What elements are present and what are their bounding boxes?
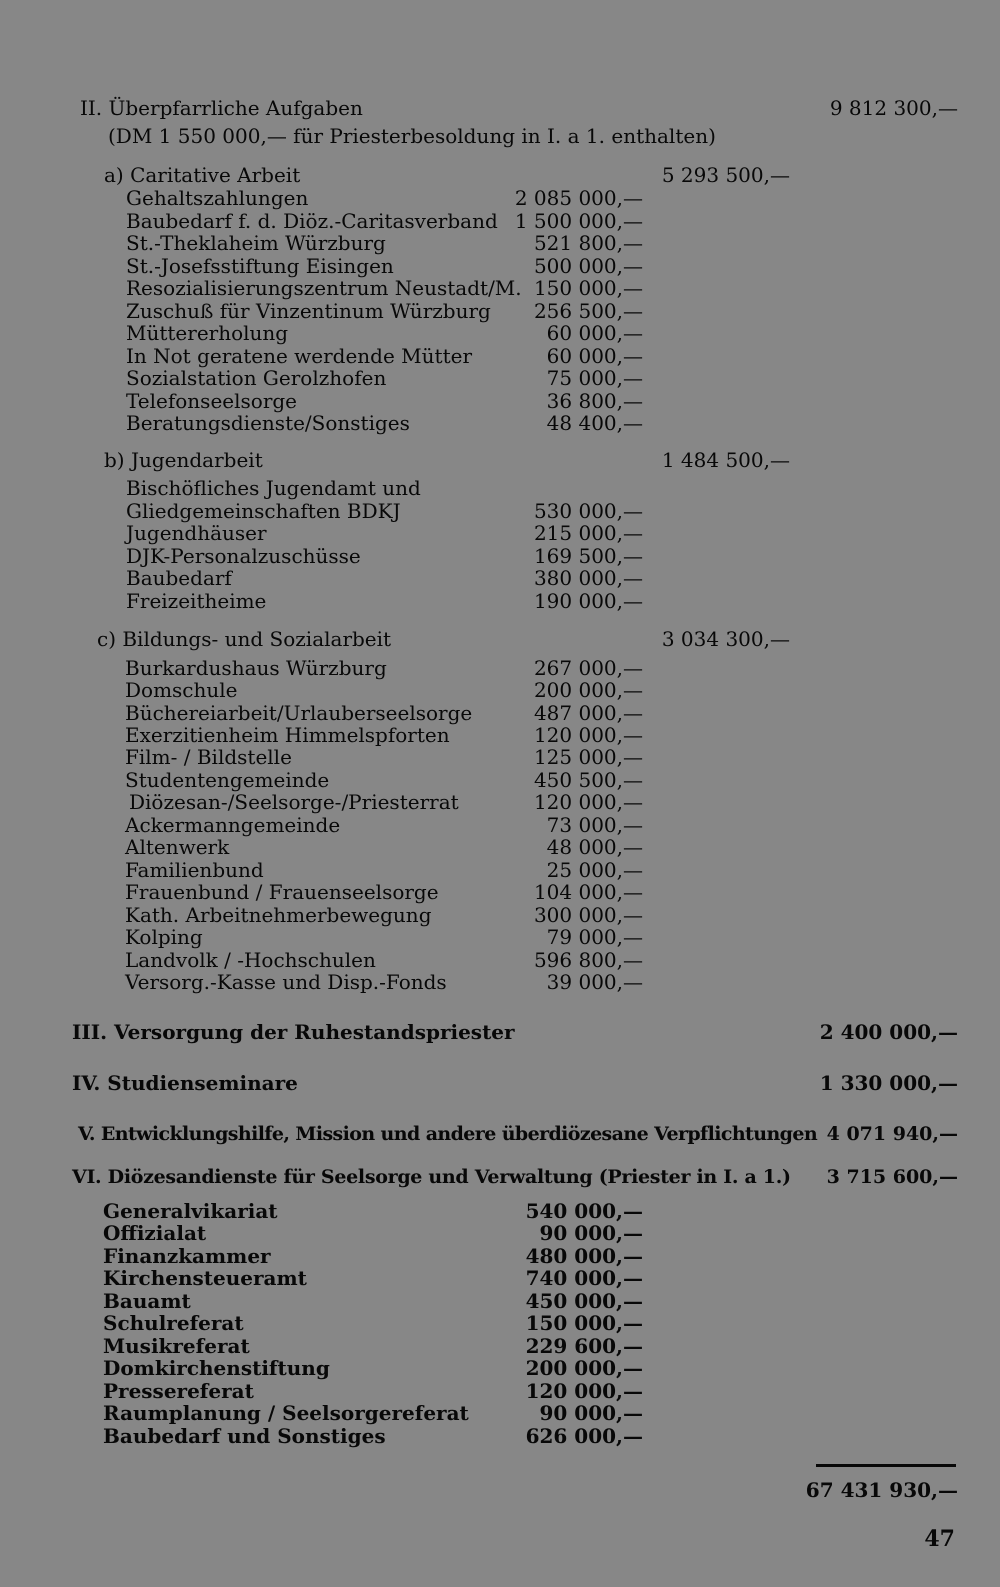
item-label: In Not geratene werdende Mütter (126, 344, 473, 368)
item-label: Altenwerk (125, 835, 230, 859)
item-label: St.-Josefsstiftung Eisingen (126, 254, 394, 278)
item-value: 267 000,— (533, 656, 643, 680)
item-value: 36 800,— (546, 389, 643, 413)
item-value: 480 000,— (525, 1244, 643, 1268)
list-item (0, 186, 1000, 210)
sum-rule (816, 1464, 956, 1467)
list-item (0, 948, 1000, 972)
section-IV-total: 1 330 000,— (819, 1071, 958, 1095)
item-value: 229 600,— (525, 1334, 643, 1358)
item-label: Musikreferat (103, 1334, 250, 1358)
item-value: 120 000,— (525, 1379, 643, 1403)
list-item (0, 1221, 1000, 1245)
list-item (0, 1199, 1000, 1223)
item-value: 60 000,— (546, 321, 643, 345)
item-value: 169 500,— (533, 544, 643, 568)
section-III-title: III. Versorgung der Ruhestandspriester (72, 1020, 515, 1044)
item-label: Kolping (125, 925, 203, 949)
section-IV-row (0, 1071, 1000, 1095)
item-label: Sozialstation Gerolzhofen (126, 366, 387, 390)
item-value: 450 500,— (533, 768, 643, 792)
list-item (0, 1311, 1000, 1335)
item-label: Frauenbund / Frauenseelsorge (125, 880, 439, 904)
item-value: 2 085 000,— (514, 186, 643, 210)
item-label: Exerzitienheim Himmelspforten (125, 723, 450, 747)
item-value: 626 000,— (525, 1424, 643, 1448)
list-item (0, 411, 1000, 435)
item-label: Büchereiarbeit/Urlauberseelsorge (125, 701, 473, 725)
item-value: 79 000,— (546, 925, 643, 949)
item-label: Gehaltszahlungen (126, 186, 309, 210)
section-II-row (0, 96, 1000, 120)
list-item (0, 544, 1000, 568)
item-value: 487 000,— (533, 701, 643, 725)
item-label: Telefonseelsorge (126, 389, 298, 413)
list-item (0, 1401, 1000, 1425)
item-label: Resozialisierungszentrum Neustadt/M. (126, 276, 522, 300)
subsection-c-total: 3 034 300,— (661, 627, 790, 651)
section-II-title: II. Überpfarrliche Aufgaben (80, 96, 363, 120)
list-item (0, 925, 1000, 949)
list-item (0, 521, 1000, 545)
section-V-row (0, 1122, 1000, 1146)
section-VI-total: 3 715 600,— (826, 1166, 958, 1188)
item-label: Studentengemeinde (125, 768, 330, 792)
list-item (0, 678, 1000, 702)
list-item (0, 768, 1000, 792)
item-value: 1 500 000,— (514, 209, 643, 233)
item-label: Müttererholung (126, 321, 289, 345)
list-item (0, 1266, 1000, 1290)
section-II-total: 9 812 300,— (829, 96, 958, 120)
item-label: Generalvikariat (103, 1199, 278, 1223)
item-label: Domkirchenstiftung (103, 1356, 330, 1380)
item-label: Film- / Bildstelle (125, 745, 292, 769)
item-value: 39 000,— (546, 970, 643, 994)
list-item (0, 1424, 1000, 1448)
item-label: Kath. Arbeitnehmerbewegung (125, 903, 432, 927)
section-III-row (0, 1020, 1000, 1044)
list-item (0, 499, 1000, 523)
list-item (0, 723, 1000, 747)
item-label: Kirchensteueramt (103, 1266, 307, 1290)
item-value: 740 000,— (525, 1266, 643, 1290)
list-item (0, 880, 1000, 904)
grand-total-row (0, 1478, 1000, 1502)
item-label: Finanzkammer (103, 1244, 271, 1268)
subsection-c-row (0, 627, 1000, 651)
section-III-total: 2 400 000,— (819, 1020, 958, 1044)
subsection-a-title: a) Caritative Arbeit (104, 163, 301, 187)
item-value: 48 400,— (546, 411, 643, 435)
item-value: 104 000,— (533, 880, 643, 904)
list-item (0, 589, 1000, 613)
list-item (0, 231, 1000, 255)
list-item (0, 1334, 1000, 1358)
item-label: Baubedarf (126, 566, 232, 590)
subsection-b-title: b) Jugendarbeit (104, 448, 263, 472)
item-label: Diözesan-/Seelsorge-/Priesterrat (129, 790, 459, 814)
item-label: Bischöfliches Jugendamt und (126, 476, 421, 500)
item-label: Pressereferat (103, 1379, 254, 1403)
list-item (0, 1244, 1000, 1268)
list-item (0, 389, 1000, 413)
item-value: 120 000,— (533, 790, 643, 814)
item-value: 125 000,— (533, 745, 643, 769)
section-II-note: (DM 1 550 000,— für Priesterbesoldung in I. a 1. enthalten) (108, 124, 716, 148)
subsection-b-row (0, 448, 1000, 472)
list-item (0, 1356, 1000, 1380)
item-label: Schulreferat (103, 1311, 244, 1335)
item-value: 190 000,— (533, 589, 643, 613)
item-value: 300 000,— (533, 903, 643, 927)
list-item (0, 903, 1000, 927)
item-label: Baubedarf f. d. Diöz.-Caritasverband (126, 209, 498, 233)
subsection-a-total: 5 293 500,— (661, 163, 790, 187)
item-label: Freizeitheime (126, 589, 267, 613)
item-label: Offizialat (103, 1221, 207, 1245)
item-value: 530 000,— (533, 499, 643, 523)
item-value: 200 000,— (525, 1356, 643, 1380)
item-label: Ackermanngemeinde (125, 813, 341, 837)
list-item (0, 701, 1000, 725)
item-label: Bauamt (103, 1289, 191, 1313)
item-value: 500 000,— (533, 254, 643, 278)
list-item (0, 790, 1000, 814)
subsection-c-title: c) Bildungs- und Sozialarbeit (97, 627, 392, 651)
item-label: St.-Theklaheim Würzburg (126, 231, 386, 255)
item-value: 540 000,— (525, 1199, 643, 1223)
list-item (0, 970, 1000, 994)
list-item (0, 835, 1000, 859)
item-label: Gliedgemeinschaften BDKJ (126, 499, 401, 523)
item-value: 120 000,— (533, 723, 643, 747)
item-label: Burkardushaus Würzburg (125, 656, 387, 680)
list-item (0, 813, 1000, 837)
list-item (0, 1289, 1000, 1313)
list-item (0, 476, 1000, 500)
list-item (0, 566, 1000, 590)
item-value: 450 000,— (525, 1289, 643, 1313)
item-value: 75 000,— (546, 366, 643, 390)
section-II-note-row (0, 124, 1000, 148)
item-value: 521 800,— (533, 231, 643, 255)
item-label: Familienbund (125, 858, 264, 882)
list-item (0, 321, 1000, 345)
item-label: Zuschuß für Vinzentinum Würzburg (126, 299, 491, 323)
list-item (0, 745, 1000, 769)
item-label: Beratungsdienste/Sonstiges (126, 411, 410, 435)
list-item (0, 656, 1000, 680)
item-label: DJK-Personalzuschüsse (126, 544, 361, 568)
section-V-total: 4 071 940,— (826, 1123, 958, 1145)
list-item (0, 1379, 1000, 1403)
item-value: 596 800,— (533, 948, 643, 972)
item-label: Raumplanung / Seelsorgereferat (103, 1401, 469, 1425)
list-item (0, 209, 1000, 233)
item-value: 150 000,— (525, 1311, 643, 1335)
item-label: Domschule (125, 678, 238, 702)
item-value: 256 500,— (533, 299, 643, 323)
item-label: Baubedarf und Sonstiges (103, 1424, 386, 1448)
page-number: 47 (924, 1526, 955, 1552)
list-item (0, 276, 1000, 300)
item-label: Versorg.-Kasse und Disp.-Fonds (125, 970, 447, 994)
item-value: 90 000,— (539, 1401, 643, 1425)
section-VI-row (0, 1165, 1000, 1189)
grand-total: 67 431 930,— (805, 1478, 958, 1502)
section-VI-title: VI. Diözesandienste für Seelsorge und Verwaltung (Priester in I. a 1.) (72, 1166, 791, 1188)
subsection-a-row (0, 163, 1000, 187)
item-value: 60 000,— (546, 344, 643, 368)
item-value: 200 000,— (533, 678, 643, 702)
item-value: 380 000,— (533, 566, 643, 590)
section-IV-title: IV. Studienseminare (72, 1071, 298, 1095)
item-value: 90 000,— (539, 1221, 643, 1245)
section-V-title: V. Entwicklungshilfe, Mission und andere überdiözesane Verpflichtungen (78, 1123, 818, 1145)
list-item (0, 299, 1000, 323)
list-item (0, 254, 1000, 278)
list-item (0, 366, 1000, 390)
item-value: 48 000,— (546, 835, 643, 859)
item-value: 215 000,— (533, 521, 643, 545)
item-value: 25 000,— (546, 858, 643, 882)
item-label: Jugendhäuser (126, 521, 267, 545)
subsection-b-total: 1 484 500,— (661, 448, 790, 472)
item-value: 150 000,— (533, 276, 643, 300)
item-label: Landvolk / -Hochschulen (125, 948, 376, 972)
list-item (0, 858, 1000, 882)
list-item (0, 344, 1000, 368)
item-value: 73 000,— (546, 813, 643, 837)
